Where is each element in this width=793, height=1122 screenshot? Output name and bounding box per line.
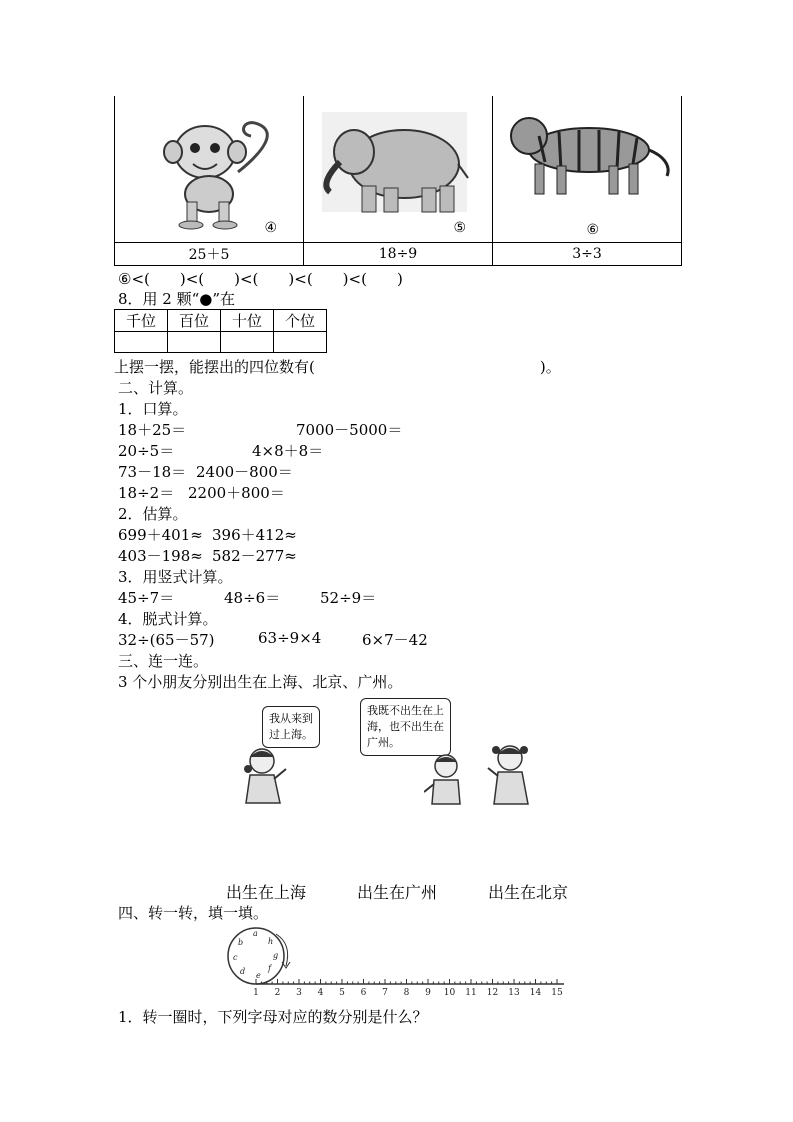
speech-bubble-1: 我从来到 过上海。 xyxy=(262,706,320,748)
number-line-label: 5 xyxy=(339,988,345,998)
number-line-label: 2 xyxy=(274,988,281,998)
stepwise-0: 32÷(65－57) xyxy=(118,631,215,649)
place-guangzhou[interactable]: 出生在广州 xyxy=(357,883,438,902)
sec4-title: 四、转一转，填一填。 xyxy=(118,904,269,922)
cell-thousands[interactable] xyxy=(115,332,168,353)
oral-2-a: 73－18＝ xyxy=(118,463,187,481)
header-tens: 十位 xyxy=(221,310,274,332)
letter-d: d xyxy=(240,967,246,976)
child-boy xyxy=(424,752,468,806)
number-line-label: 7 xyxy=(382,988,388,998)
oral-title: 1．口算。 xyxy=(118,400,188,418)
place-beijing[interactable]: 出生在北京 xyxy=(488,883,569,902)
monkey-image xyxy=(143,112,283,230)
sec4-q1: 1．转一圈时，下列字母对应的数分别是什么？ xyxy=(118,1008,428,1026)
letter-h: h xyxy=(268,937,274,946)
number-line-label: 3 xyxy=(296,988,302,998)
number-line-label: 10 xyxy=(443,988,456,998)
vertical-0: 45÷7＝ xyxy=(118,589,175,607)
tiger-number: ⑥ xyxy=(586,222,599,238)
oral-2-b: 2400－800＝ xyxy=(196,463,293,481)
number-line-label: 6 xyxy=(360,988,367,998)
elephant-image xyxy=(312,112,472,222)
letter-f: f xyxy=(268,964,271,973)
letter-c: c xyxy=(233,953,238,962)
estimate-0-a: 699＋401≈ xyxy=(118,526,203,544)
header-thousands: 千位 xyxy=(115,310,168,332)
sec3-intro: 3 个小朋友分别出生在上海、北京、广州。 xyxy=(118,673,403,691)
letter-b: b xyxy=(238,938,244,947)
letter-a: a xyxy=(253,929,258,938)
animal-cell-monkey xyxy=(115,96,304,243)
oral-3-b: 2200＋800＝ xyxy=(188,484,285,502)
sec3-title: 三、连一连。 xyxy=(118,652,209,670)
vertical-title: 3．用竖式计算。 xyxy=(118,568,233,586)
oral-0-b: 7000－5000＝ xyxy=(296,421,403,439)
header-ones: 个位 xyxy=(274,310,327,332)
letter-e: e xyxy=(256,971,261,980)
stepwise-title: 4．脱式计算。 xyxy=(118,610,218,628)
place-value-table xyxy=(114,309,327,353)
animal-cell-tiger xyxy=(493,96,682,243)
vertical-1: 48÷6＝ xyxy=(224,589,281,607)
animal-table xyxy=(114,96,682,266)
cell-ones[interactable] xyxy=(274,332,327,353)
stepwise-2: 6×7－42 xyxy=(362,631,428,649)
rolling-circle-diagram xyxy=(220,924,570,998)
number-line-label: 11 xyxy=(465,988,477,998)
letter-g: g xyxy=(273,951,279,960)
header-hundreds: 百位 xyxy=(168,310,221,332)
number-line-label: 8 xyxy=(403,988,410,998)
child-girl-2 xyxy=(486,740,536,806)
cell-hundreds[interactable] xyxy=(168,332,221,353)
sec2-title: 二、计算。 xyxy=(118,379,194,397)
oral-0-a: 18＋25＝ xyxy=(118,421,187,439)
elephant-number: ⑤ xyxy=(453,220,466,236)
monkey-number: ④ xyxy=(264,220,277,236)
cell-tens[interactable] xyxy=(221,332,274,353)
number-line-label: 12 xyxy=(486,988,499,998)
expr-tiger: 3÷3 xyxy=(493,243,682,266)
estimate-1-b: 582－277≈ xyxy=(212,547,297,565)
number-line-label: 4 xyxy=(317,988,324,998)
place-shanghai[interactable]: 出生在上海 xyxy=(226,883,307,902)
number-line-label: 14 xyxy=(529,988,542,998)
estimate-title: 2．估算。 xyxy=(118,505,188,523)
estimate-1-a: 403－198≈ xyxy=(118,547,203,565)
q8-intro: 8．用 2 颗“●”在 xyxy=(118,290,236,308)
oral-3-a: 18÷2＝ xyxy=(118,484,175,502)
number-line-label: 15 xyxy=(551,988,563,998)
order-line: ⑥<( )<( )<( )<( )<( ) xyxy=(118,270,403,288)
expr-elephant: 18÷9 xyxy=(304,243,493,266)
estimate-0-b: 396＋412≈ xyxy=(212,526,297,544)
number-line-label: 13 xyxy=(508,988,520,998)
speech-bubble-2: 我既不出生在上 海，也不出生在 广州。 xyxy=(360,698,451,756)
vertical-2: 52÷9＝ xyxy=(320,589,377,607)
oral-1-a: 20÷5＝ xyxy=(118,442,175,460)
expr-monkey: 25＋5 xyxy=(115,243,304,266)
child-girl-1 xyxy=(240,745,290,805)
q8-after: 上摆一摆，能摆出的四位数有( )。 xyxy=(114,358,561,376)
number-line-label: 9 xyxy=(425,988,431,998)
tiger-image xyxy=(499,106,675,212)
stepwise-1: 63÷9×4 xyxy=(258,629,322,647)
oral-1-b: 4×8＋8＝ xyxy=(252,442,324,460)
animal-cell-elephant xyxy=(304,96,493,243)
number-line-label: 1 xyxy=(253,988,259,998)
